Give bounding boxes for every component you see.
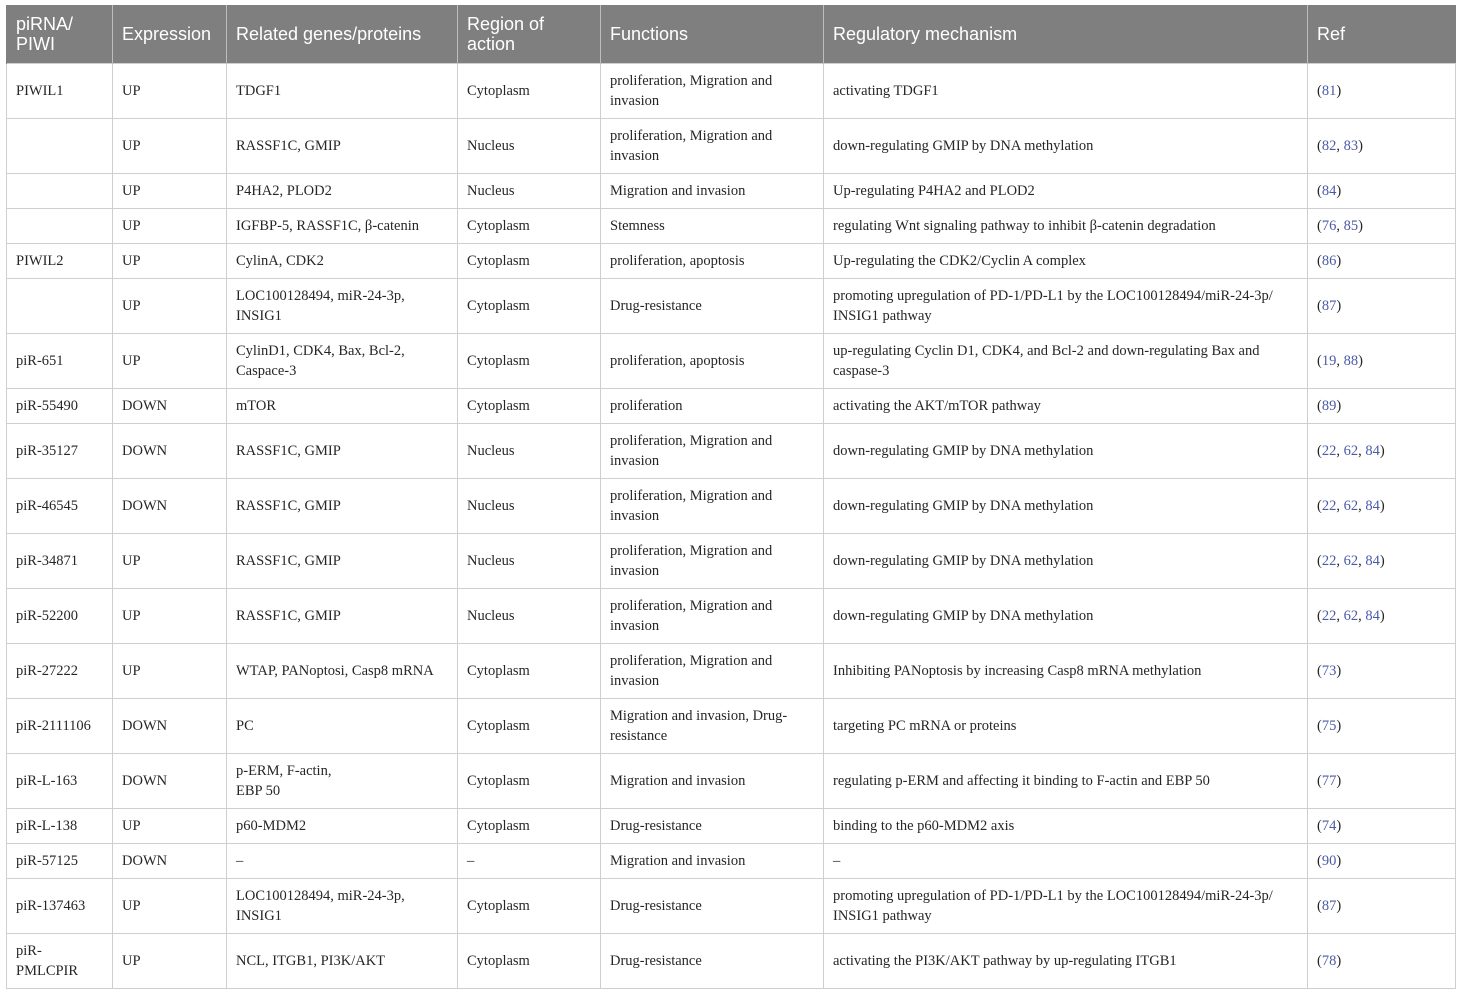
cell-genes: p60-MDM2 [227,808,458,843]
cell-ref: (19, 88) [1308,333,1456,388]
reference-link[interactable]: 85 [1343,217,1359,234]
table-row [7,588,1456,643]
cell-genes: RASSF1C, GMIP [227,118,458,173]
cell-expression: UP [113,278,227,333]
cell-expression: DOWN [113,753,227,808]
cell-functions: proliferation [601,388,824,423]
table-row [7,843,1456,878]
reference-link[interactable]: 88 [1343,352,1359,369]
cell-mechanism: up-regulating Cyclin D1, CDK4, and Bcl-2 and down-regulating Bax and caspase-3 [824,333,1308,388]
reference-link[interactable]: 84 [1365,552,1380,569]
table-row [7,423,1456,478]
cell-mechanism: down-regulating GMIP by DNA methylation [824,118,1308,173]
header-ref: Ref [1308,5,1456,63]
cell-pirna [7,173,113,208]
cell-genes: CylinD1, CDK4, Bax, Bcl-2, Caspace-3 [227,333,458,388]
cell-pirna: piR-651 [7,333,113,388]
reference-link[interactable]: 22 [1321,442,1337,459]
cell-region: – [458,843,601,878]
reference-link[interactable]: 84 [1365,497,1380,514]
cell-expression: DOWN [113,478,227,533]
cell-mechanism: regulating Wnt signaling pathway to inhibit β-catenin degradation [824,208,1308,243]
cell-pirna: PIWIL1 [7,63,113,118]
cell-region: Nucleus [458,588,601,643]
cell-ref: (87) [1308,278,1456,333]
cell-expression: UP [113,933,227,988]
cell-region: Cytoplasm [458,388,601,423]
cell-ref: (84) [1308,173,1456,208]
table-row [7,63,1456,118]
table-header-row [7,5,1456,63]
cell-ref: (89) [1308,388,1456,423]
cell-functions: Drug-resistance [601,278,824,333]
cell-mechanism: activating the PI3K/AKT pathway by up-regulating ITGB1 [824,933,1308,988]
cell-genes: LOC100128494, miR-24-3p, INSIG1 [227,878,458,933]
cell-region: Cytoplasm [458,63,601,118]
reference-link[interactable]: 62 [1343,442,1359,459]
cell-genes: – [227,843,458,878]
cell-ref: (22, 62, 84) [1308,533,1456,588]
cell-expression: UP [113,243,227,278]
reference-link[interactable]: 89 [1321,397,1337,414]
cell-ref: (76, 85) [1308,208,1456,243]
cell-expression: DOWN [113,843,227,878]
cell-genes: RASSF1C, GMIP [227,478,458,533]
cell-functions: proliferation, Migration and invasion [601,533,824,588]
cell-functions: proliferation, Migration and invasion [601,588,824,643]
reference-link[interactable]: 76 [1321,217,1337,234]
cell-ref: (73) [1308,643,1456,698]
cell-region: Nucleus [458,118,601,173]
table-row [7,753,1456,808]
cell-ref: (22, 62, 84) [1308,588,1456,643]
cell-functions: Migration and invasion [601,753,824,808]
reference-link[interactable]: 81 [1321,82,1337,99]
cell-genes: RASSF1C, GMIP [227,588,458,643]
cell-mechanism: promoting upregulation of PD-1/PD-L1 by the LOC100128494/miR-24-3p/ INSIG1 pathway [824,278,1308,333]
cell-ref: (22, 62, 84) [1308,478,1456,533]
table-row [7,643,1456,698]
cell-mechanism: regulating p-ERM and affecting it binding to F-actin and EBP 50 [824,753,1308,808]
reference-link[interactable]: 75 [1321,717,1337,734]
cell-ref: (82, 83) [1308,118,1456,173]
cell-expression: UP [113,808,227,843]
cell-pirna: piR-46545 [7,478,113,533]
header-pirna: piRNA/ PIWI [7,5,113,63]
reference-link[interactable]: 62 [1343,552,1359,569]
table-body [7,63,1456,988]
cell-expression: UP [113,588,227,643]
cell-region: Nucleus [458,478,601,533]
cell-functions: Drug-resistance [601,933,824,988]
cell-functions: proliferation, Migration and invasion [601,423,824,478]
cell-region: Cytoplasm [458,808,601,843]
cell-pirna: piR-PMLCPIR [7,933,113,988]
cell-genes: mTOR [227,388,458,423]
cell-ref: (81) [1308,63,1456,118]
table-row [7,533,1456,588]
cell-functions: proliferation, apoptosis [601,333,824,388]
cell-genes: RASSF1C, GMIP [227,533,458,588]
reference-link[interactable]: 78 [1321,952,1337,969]
cell-genes: CylinA, CDK2 [227,243,458,278]
header-mechanism: Regulatory mechanism [824,5,1308,63]
cell-functions: proliferation, Migration and invasion [601,643,824,698]
cell-mechanism: Up-regulating P4HA2 and PLOD2 [824,173,1308,208]
cell-pirna: piR-L-163 [7,753,113,808]
table-row [7,208,1456,243]
cell-functions: proliferation, apoptosis [601,243,824,278]
header-related-genes: Related genes/proteins [227,5,458,63]
reference-link[interactable]: 84 [1365,442,1380,459]
cell-ref: (75) [1308,698,1456,753]
cell-region: Cytoplasm [458,933,601,988]
cell-region: Nucleus [458,423,601,478]
cell-genes: LOC100128494, miR-24-3p, INSIG1 [227,278,458,333]
data-table [6,5,1456,989]
cell-mechanism: down-regulating GMIP by DNA methylation [824,588,1308,643]
cell-pirna: PIWIL2 [7,243,113,278]
cell-expression: UP [113,878,227,933]
cell-pirna: piR-27222 [7,643,113,698]
cell-pirna: piR-35127 [7,423,113,478]
reference-link[interactable]: 73 [1321,662,1337,679]
cell-functions: Migration and invasion [601,173,824,208]
cell-ref: (22, 62, 84) [1308,423,1456,478]
cell-functions: Stemness [601,208,824,243]
reference-link[interactable]: 74 [1321,817,1337,834]
cell-pirna: piR-57125 [7,843,113,878]
cell-genes: RASSF1C, GMIP [227,423,458,478]
cell-mechanism: Inhibiting PANoptosis by increasing Casp8 mRNA methylation [824,643,1308,698]
cell-mechanism: down-regulating GMIP by DNA methylation [824,478,1308,533]
cell-mechanism: down-regulating GMIP by DNA methylation [824,423,1308,478]
cell-region: Cytoplasm [458,278,601,333]
cell-pirna: piR-34871 [7,533,113,588]
cell-functions: proliferation, Migration and invasion [601,478,824,533]
cell-pirna: piR-52200 [7,588,113,643]
cell-genes: p-ERM, F-actin, EBP 50 [227,753,458,808]
cell-mechanism: binding to the p60-MDM2 axis [824,808,1308,843]
cell-region: Nucleus [458,533,601,588]
cell-genes: NCL, ITGB1, PI3K/AKT [227,933,458,988]
cell-region: Nucleus [458,173,601,208]
cell-pirna: piR-137463 [7,878,113,933]
reference-link[interactable]: 77 [1321,772,1337,789]
cell-functions: Drug-resistance [601,808,824,843]
cell-expression: UP [113,63,227,118]
cell-mechanism: down-regulating GMIP by DNA methylation [824,533,1308,588]
cell-mechanism: activating TDGF1 [824,63,1308,118]
cell-mechanism: activating the AKT/mTOR pathway [824,388,1308,423]
cell-expression: UP [113,333,227,388]
reference-link[interactable]: 84 [1365,607,1380,624]
reference-link[interactable]: 22 [1321,497,1337,514]
cell-expression: UP [113,118,227,173]
cell-expression: UP [113,208,227,243]
cell-functions: proliferation, Migration and invasion [601,118,824,173]
table-row [7,333,1456,388]
cell-ref: (90) [1308,843,1456,878]
table-row [7,243,1456,278]
cell-expression: UP [113,173,227,208]
reference-link[interactable]: 87 [1321,897,1337,914]
cell-expression: UP [113,643,227,698]
cell-region: Cytoplasm [458,333,601,388]
cell-pirna: piR-55490 [7,388,113,423]
cell-functions: proliferation, Migration and invasion [601,63,824,118]
cell-genes: P4HA2, PLOD2 [227,173,458,208]
reference-link[interactable]: 90 [1321,852,1337,869]
cell-expression: DOWN [113,388,227,423]
table-row [7,878,1456,933]
reference-link[interactable]: 22 [1321,552,1337,569]
cell-region: Cytoplasm [458,243,601,278]
cell-pirna: piR-L-138 [7,808,113,843]
cell-functions: Migration and invasion [601,843,824,878]
table-row [7,808,1456,843]
cell-genes: WTAP, PANoptosi, Casp8 mRNA [227,643,458,698]
cell-ref: (74) [1308,808,1456,843]
cell-genes: TDGF1 [227,63,458,118]
cell-region: Cytoplasm [458,643,601,698]
cell-ref: (77) [1308,753,1456,808]
reference-link[interactable]: 86 [1321,252,1337,269]
cell-mechanism: – [824,843,1308,878]
cell-pirna [7,208,113,243]
cell-expression: DOWN [113,698,227,753]
cell-mechanism: Up-regulating the CDK2/Cyclin A complex [824,243,1308,278]
reference-link[interactable]: 83 [1343,137,1359,154]
reference-link[interactable]: 62 [1343,607,1359,624]
table-row [7,698,1456,753]
cell-expression: DOWN [113,423,227,478]
cell-functions: Migration and invasion, Drug-resistance [601,698,824,753]
cell-expression: UP [113,533,227,588]
cell-mechanism: targeting PC mRNA or proteins [824,698,1308,753]
cell-ref: (78) [1308,933,1456,988]
cell-ref: (86) [1308,243,1456,278]
cell-region: Cytoplasm [458,753,601,808]
table-row [7,118,1456,173]
cell-region: Cytoplasm [458,208,601,243]
cell-region: Cytoplasm [458,698,601,753]
cell-genes: PC [227,698,458,753]
cell-genes: IGFBP-5, RASSF1C, β-catenin [227,208,458,243]
cell-pirna: piR-2111106 [7,698,113,753]
cell-pirna [7,118,113,173]
reference-link[interactable]: 87 [1321,297,1337,314]
table-row [7,173,1456,208]
header-region: Region of action [458,5,601,63]
table-row [7,478,1456,533]
table-row [7,278,1456,333]
header-functions: Functions [601,5,824,63]
cell-mechanism: promoting upregulation of PD-1/PD-L1 by the LOC100128494/miR-24-3p/ INSIG1 pathway [824,878,1308,933]
table-row [7,933,1456,988]
reference-link[interactable]: 22 [1321,607,1337,624]
reference-link[interactable]: 19 [1321,352,1337,369]
cell-ref: (87) [1308,878,1456,933]
reference-link[interactable]: 82 [1321,137,1337,154]
table-row [7,388,1456,423]
reference-link[interactable]: 62 [1343,497,1359,514]
cell-region: Cytoplasm [458,878,601,933]
reference-link[interactable]: 84 [1321,182,1337,199]
cell-pirna [7,278,113,333]
header-expression: Expression [113,5,227,63]
cell-functions: Drug-resistance [601,878,824,933]
